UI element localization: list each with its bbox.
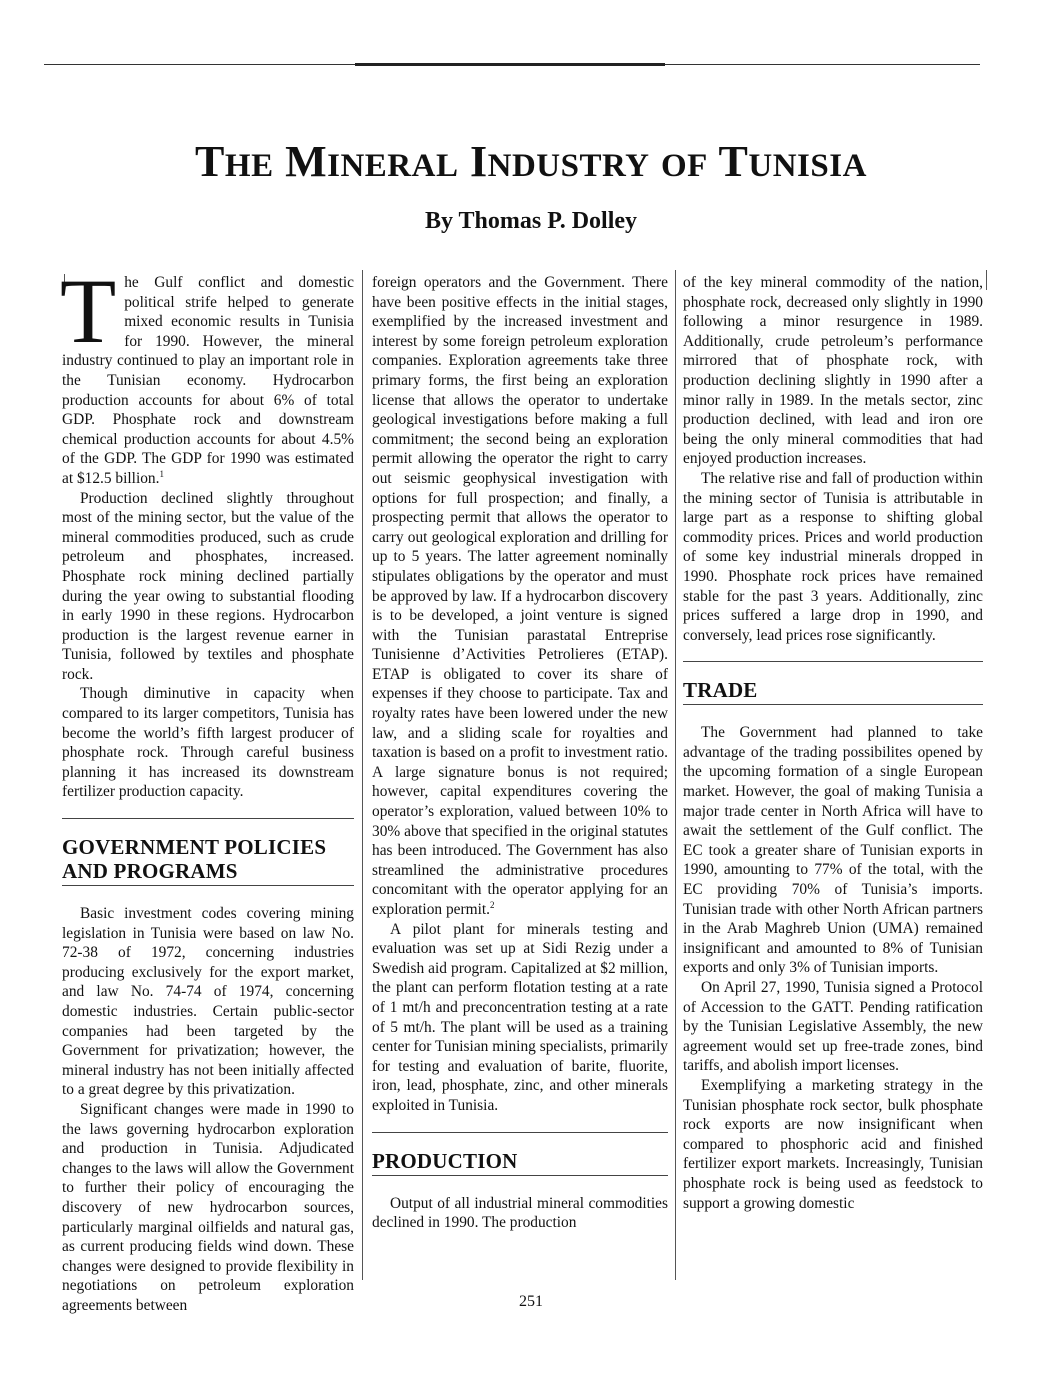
paragraph: Significant changes were made in 1990 to the laws governing hydrocarbon exploration and production in Tunisia. Adjudicated changes to the laws will allow the Government to further their policy of encouraging the discovery of new hydrocarbon sources, particularly marginal oilfields and natural gas, as current producing fields wind down. These changes were designed to provide flexibility in negotiations on petroleum exploration agreements between	[62, 1100, 354, 1314]
paragraph: The Government had planned to take advantage of the trading possibilites opened by the upcoming formation of a single European market. However, the goal of making Tunisia a major trade center in North Africa will have to await the settlement of the Gulf conflict. The EC took a greater share of Tunisian exports in 1990, amounting to 77% of the total, with the EC providing 70% of Tunisia’s imports. Tunisian trade with other North African partners in the Arab Maghreb Union (UMA) remained insignificant and amounted to 8% of Tunisian exports and only 3% of Tunisian imports.	[683, 724, 983, 977]
paragraph: A pilot plant for minerals testing and evaluation was set up at Sidi Rezig under a Swedish aid program. Capitalized at $2 million, the plant can perform flotation testing at a rate of 1 mt/h and preconcentration testing at a rate of 5 mt/h. The plant will be used as a training center for Tunisian mining specialists, primarily for testing and evaluation of barite, fluorite, iron, lead, phosphate, zinc, and other minerals exploited in Tunisia.	[372, 920, 668, 1114]
paragraph: foreign operators and the Government. There have been positive effects in the initial stages, exemplified by the increased investment and interest by some foreign petroleum exploration companies. Exploration agreements take three primary forms, the first being an exploration license that allows the operator to undertake geological investigations before making a full commitment; the second being an exploration permit allowing the operator the right to carry out seismic geophysical investigation with options for full prospection; and finally, a prospecting permit that allows the operator to carry out geological exploration and drilling for up to 5 years. The latter agreement nominally stipulates obligations by the operator and must be approved by law. If a hydrocarbon discovery is to be developed, a joint venture is signed with the Tunisian parastatal Entreprise Tunisienne d’Activities Petrolieres (ETAP). ETAP is obligated to cover its share of expenses if they choose to participate. Tax and royalty rates have been lowered under the new law, and a sliding scale for royalties and taxation is based on a profit to investment ratio. A large signature bonus is not required; however, capital expenditures covering the operator’s exploration, valued between 10% to 30% above that specified in the original statutes has been introduced. The Government has also streamlined the administrative procedures concomitant with the operator applying for an exploration permit.$^2$	[372, 274, 668, 918]
paragraph: Output of all industrial mineral commodities declined in 1990. The production	[372, 1194, 668, 1232]
footnote-ref: 1	[159, 468, 164, 479]
section-heading-trade: TRADE	[683, 661, 983, 705]
section-heading-production: PRODUCTION	[372, 1132, 668, 1176]
column-2	[372, 273, 668, 1233]
column-3	[683, 273, 983, 1213]
author-byline: By Thomas P. Dolley	[424, 208, 638, 234]
paragraph: The relative rise and fall of production within the mining sector of Tunisia is attributable in large part as a response to shifting global commodity prices. Prices and world production of some key industrial minerals dropped in 1990. Phosphate rock prices have remained stable for the past 3 years. Additionally, zinc prices suffered a large drop in 1990, and conversely, lead prices rose significantly.	[683, 469, 983, 644]
paragraph: Exemplifying a marketing strategy in the Tunisian phosphate rock sector, bulk phosphate rock exports are now insignificant when compared to phosphoric acid and finished fertilizer export markets. Increasingly, Tunisian phosphate rock is being used as feedstock to support a growing domestic	[683, 1076, 983, 1212]
column-rule	[675, 270, 676, 1280]
paragraph: Though diminutive in capacity when compared to its larger competitors, Tunisia has become the world’s fifth largest producer of phosphate rock. Through careful business planning it has increased its downstream fertilizer production capacity.	[62, 685, 354, 801]
footnote-ref: 2	[489, 899, 495, 910]
section-heading-government: GOVERNMENT POLICIES AND PROGRAMS	[62, 818, 354, 886]
paragraph: Basic investment codes covering mining legislation in Tunisia were based on law No. 72-38 of 1972, concerning industries producing exclusively for the export market, and law No. 74-74 of 1974, concerning domestic industries. Certain public-sector companies had been targeted by the Government for privatization; however, the mineral industry has not been initially affected to a great degree by this privatization.	[62, 905, 354, 1099]
page-title: THE MINERAL INDUSTRY OF TUNISIA	[195, 137, 867, 186]
paragraph: Production declined slightly throughout most of the mining sector, but the value of the mineral commodities produced, such as crude petroleum and phosphates, increased. Phosphate rock mining declined partially during the year owing to substantial flooding in early 1990 in these regions. Hydrocarbon production is the largest revenue earner in Tunisia, followed by textiles and phosphate rock.	[62, 489, 354, 683]
column-rule	[362, 270, 363, 1280]
drop-cap: T	[60, 260, 117, 362]
intro-paragraph: The Gulf conflict and domestic political strife helped to generate mixed economic results in Tunisia for 1990. However, the mineral industry continued to play an important role in the Tunisian economy. Hydrocarbon production accounts for about 6% of total GDP. Phosphate rock and downstream chemical production accounts for about 4.5% of the GDP. The GDP for 1990 was estimated at $12.5 billion.$^1$	[60, 260, 354, 487]
paragraph: of the key mineral commodity of the nation, phosphate rock, decreased only slightly in 1990 following a minor resurgence in 1989. Additionally, crude petroleum’s performance mirrored that of phosphate rock, with production declining slightly in 1990 after a minor rally in 1989. In the metals sector, zinc production declined, with lead and iron ore being the only mineral commodities that had enjoyed production increases.	[683, 274, 983, 468]
column-1	[60, 260, 354, 1316]
paragraph: On April 27, 1990, Tunisia signed a Protocol of Accession to the GATT. Pending ratification by the Tunisian Legislative Assembly, the new agreement would set up free-trade zones, bind tariffs, and abolish import licenses.	[683, 979, 983, 1075]
top-rule-accent	[355, 63, 665, 66]
page-number: 251	[519, 1293, 543, 1310]
column-rule	[986, 270, 987, 290]
